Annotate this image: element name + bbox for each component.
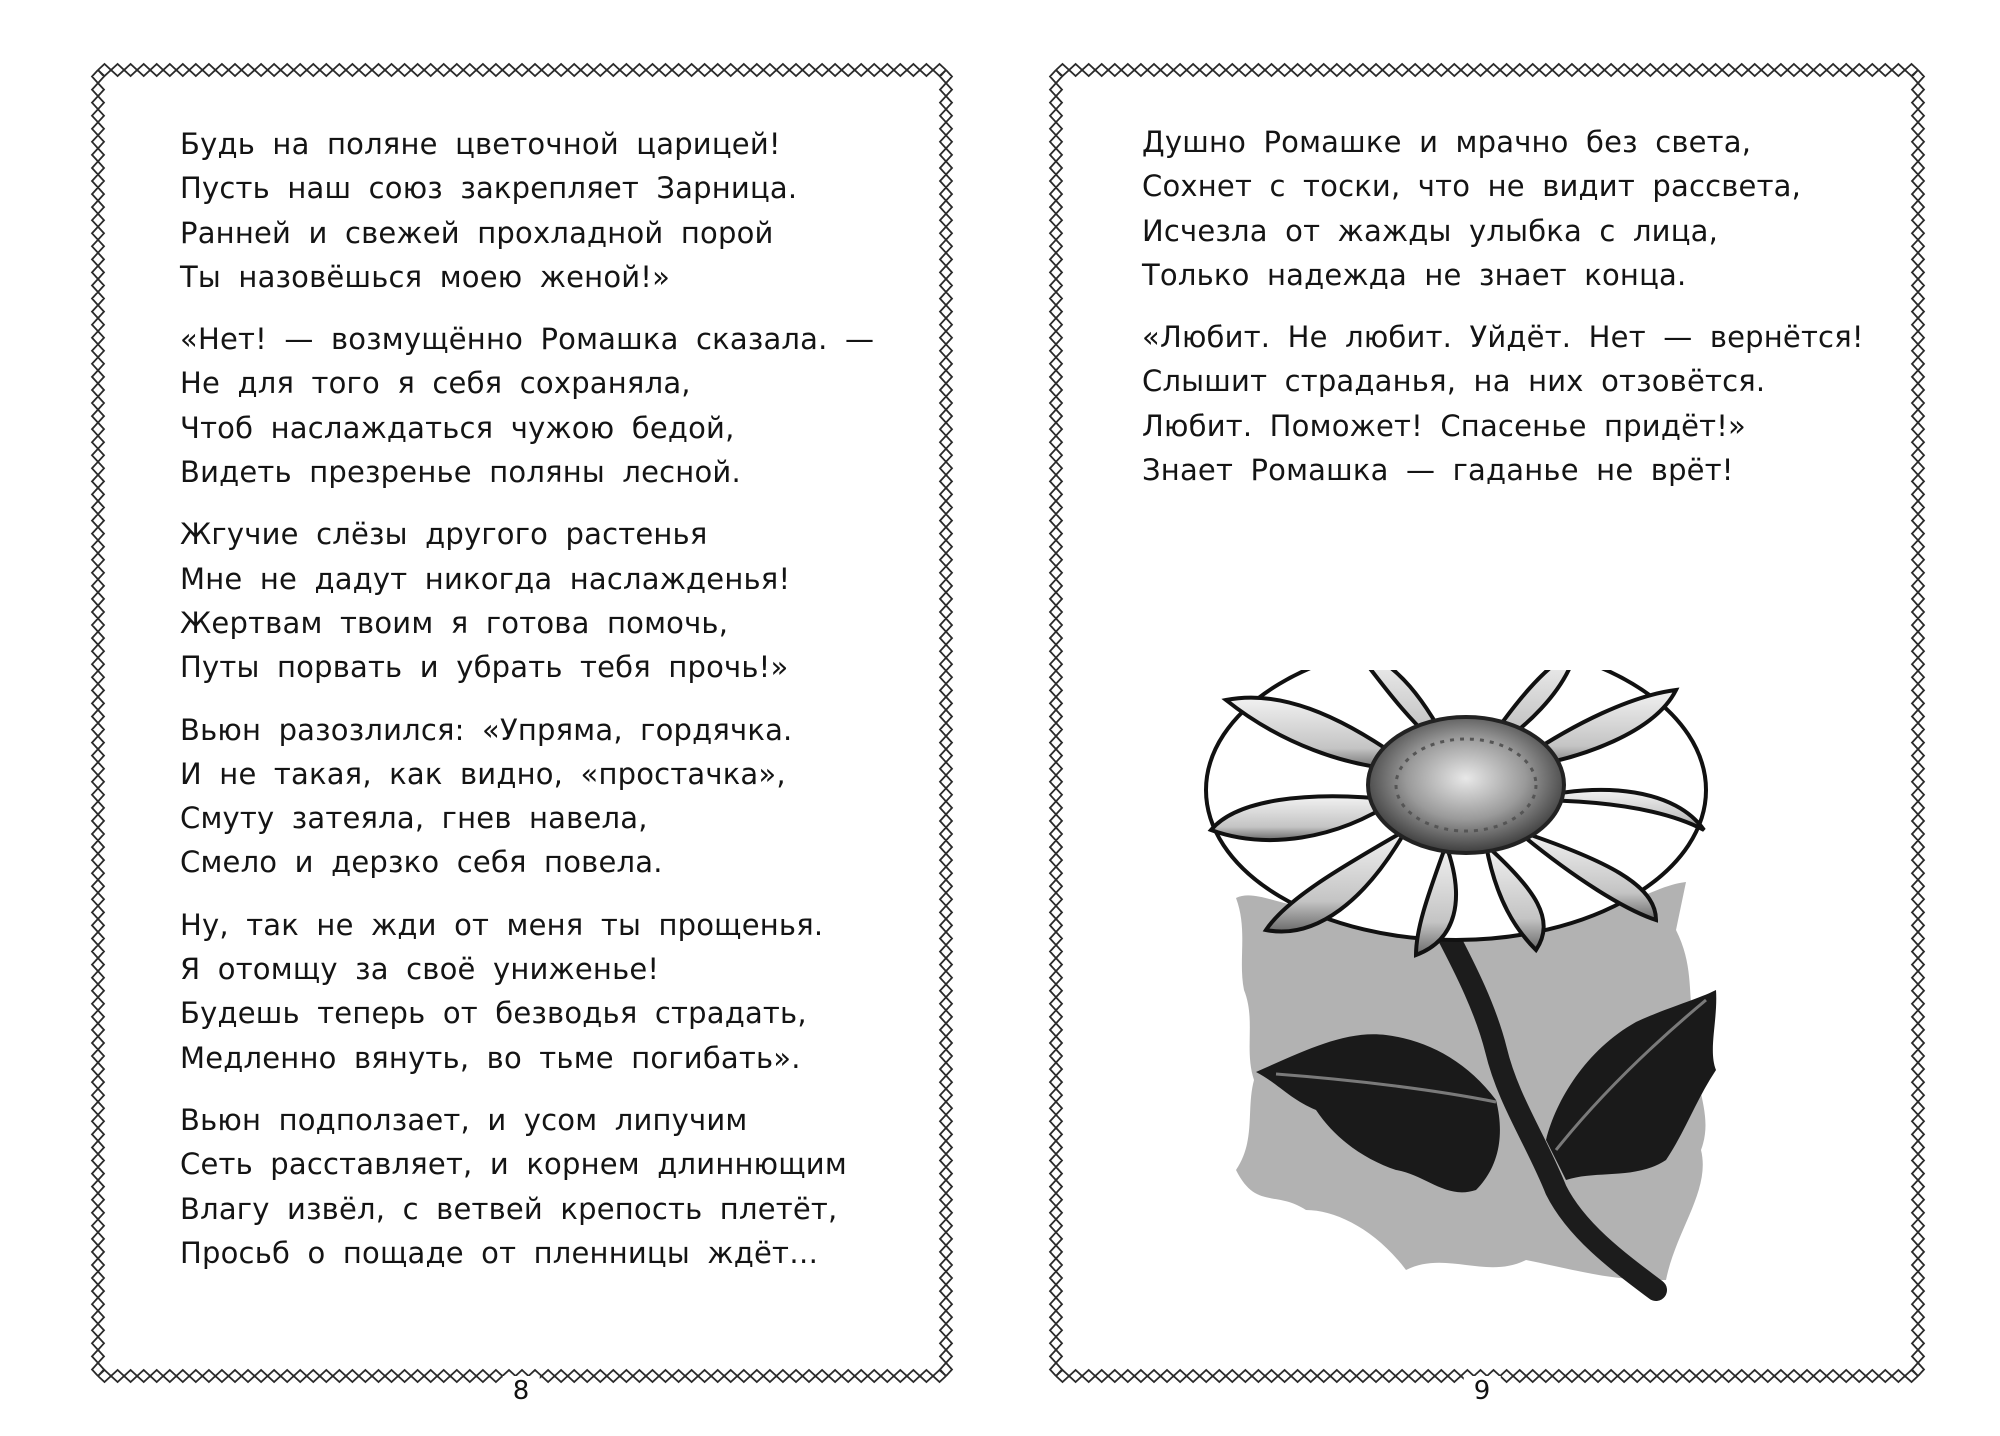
poem-line: Любит. Поможет! Спасенье придёт!» (1142, 408, 1747, 443)
stanza (180, 317, 874, 494)
page-number-right: 9 (1464, 1376, 1501, 1406)
stanza (1142, 315, 1864, 492)
poem-line: Мне не дадут никогда наслажденья! (180, 561, 791, 596)
left-poem-text (180, 122, 874, 1293)
poem-line: Ранней и свежей прохладной порой (180, 215, 774, 250)
poem-line: Влагу извёл, с ветвей крепость плетёт, (180, 1191, 838, 1226)
poem-line: Чтоб наслаждаться чужою бедой, (180, 410, 735, 445)
stanza (180, 903, 874, 1080)
poem-line: Жгучие слёзы другого растенья (180, 517, 708, 552)
stanza (180, 708, 874, 885)
chamomile-illustration (1196, 670, 1778, 1326)
stanza (180, 512, 874, 689)
stanza (180, 1098, 874, 1275)
poem-line: Жертвам твоим я готова помочь, (180, 605, 729, 640)
poem-line: Не для того я себя сохраняла, (180, 366, 691, 401)
poem-line: Ну, так не жди от меня ты прощенья. (180, 907, 824, 942)
poem-line: «Любит. Не любит. Уйдёт. Нет — вернётся! (1142, 320, 1864, 355)
poem-line: «Нет! — возмущённо Ромашка сказала. — (180, 322, 875, 357)
poem-line: Будь на поляне цветочной царицей! (180, 127, 781, 161)
poem-line: Видеть презренье поляны лесной. (180, 455, 741, 490)
poem-line: Исчезла от жажды улыбка с лица, (1142, 213, 1719, 248)
poem-line: Пусть наш союз закрепляет Зарница. (180, 171, 798, 206)
poem-line: Сохнет с тоски, что не видит рассвета, (1142, 169, 1802, 204)
poem-line: Вьюн разозлился: «Упряма, гордячка. (180, 712, 793, 747)
stanza (1142, 120, 1864, 297)
poem-line: Слышит страданья, на них отзовётся. (1142, 364, 1766, 399)
poem-line: Я отомщу за своё униженье! (180, 952, 660, 987)
poem-line: Вьюн подползает, и усом липучим (180, 1102, 748, 1137)
poem-line: Душно Ромашке и мрачно без света, (1142, 125, 1752, 159)
left-page (90, 62, 954, 1406)
poem-line: Смело и дерзко себя повела. (180, 845, 663, 880)
poem-line: Сеть расставляет, и корнем длиннющим (180, 1147, 847, 1182)
poem-line: И не такая, как видно, «простачка», (180, 756, 786, 791)
poem-line: Будешь теперь от безводья страдать, (180, 996, 807, 1031)
page-number-left: 8 (503, 1376, 540, 1406)
right-page (1048, 62, 1926, 1406)
stanza (180, 122, 874, 299)
poem-line: Смуту затеяла, гнев навела, (180, 801, 648, 836)
poem-line: Знает Ромашка — гаданье не врёт! (1142, 453, 1734, 488)
poem-line: Просьб о пощаде от пленницы ждёт… (180, 1235, 819, 1270)
poem-line: Ты назовёшься моею женой!» (180, 259, 671, 294)
poem-line: Путы порвать и убрать тебя прочь!» (180, 650, 789, 685)
poem-line: Медленно вянуть, во тьме погибать». (180, 1040, 801, 1075)
poem-line: Только надежда не знает конца. (1142, 257, 1687, 292)
right-poem-text (1142, 120, 1864, 510)
